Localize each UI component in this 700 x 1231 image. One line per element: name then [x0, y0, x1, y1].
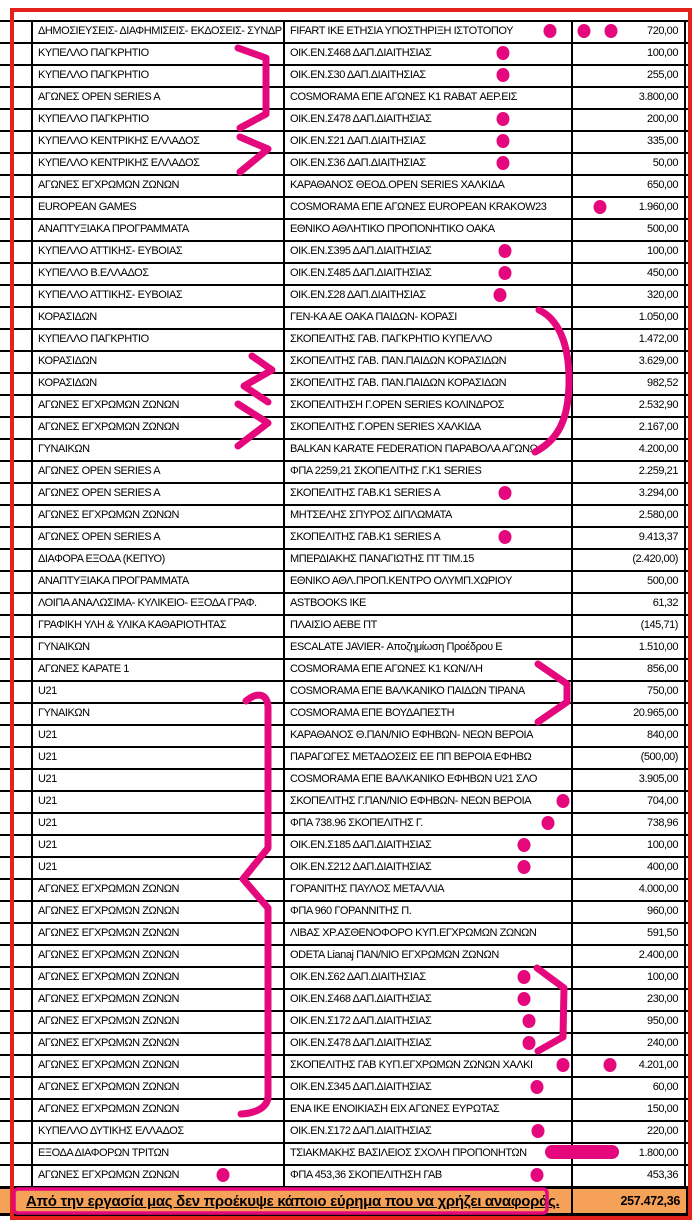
row-amount-cell: 9.413,37: [573, 528, 686, 548]
row-stub-cell: [0, 946, 33, 966]
row-description-cell: ΕΘΝΙΚΟ ΑΘΛΗΤΙΚΟ ΠΡΟΠΟΝΗΤΙΚΟ ΟΑΚΑ: [285, 220, 573, 240]
table-row: [0, 1056, 688, 1078]
row-category-cell: EUROPEAN GAMES: [33, 198, 285, 218]
row-description-cell: ΚΑΡΑΘΑΝΟΣ ΘΕΟΔ.OPEN SERIES ΧΑΛΚΙΔΑ: [285, 176, 573, 196]
row-amount-cell: 2.400,00: [573, 946, 686, 966]
row-stub-cell: [0, 1122, 33, 1142]
row-amount-cell: (2.420,00): [573, 550, 686, 570]
row-description-cell: ΟΙΚ.ΕΝ.Σ185 ΔΑΠ.ΔΙΑΙΤΗΣΙΑΣ: [285, 836, 573, 856]
row-description-cell: ΟΙΚ.ΕΝ.Σ30 ΔΑΠ.ΔΙΑΙΤΗΣΙΑΣ: [285, 66, 573, 86]
row-category-cell: ΑΓΩΝΕΣ OPEN SERIES A: [33, 462, 285, 482]
row-description-cell: ΟΙΚ.ΕΝ.Σ395 ΔΑΠ.ΔΙΑΙΤΗΣΙΑΣ: [285, 242, 573, 262]
row-category-cell: U21: [33, 836, 285, 856]
row-description-cell: COSMORAMA ΕΠΕ ΒΑΛΚΑΝΙΚΟ ΠΑΙΔΩΝ ΤΙΡΑΝΑ: [285, 682, 573, 702]
table-row: [0, 946, 688, 968]
row-description-cell: COSMORAMA ΕΠΕ ΒΑΛΚΑΝΙΚΟ ΕΦΗΒΩΝ U21 ΣΛΟ: [285, 770, 573, 790]
row-description-cell: ΟΙΚ.ΕΝ.Σ468 ΔΑΠ.ΔΙΑΙΤΗΣΙΑΣ: [285, 990, 573, 1010]
table-row: [0, 66, 688, 88]
row-category-cell: ΓΥΝΑΙΚΩΝ: [33, 440, 285, 460]
row-amount-cell: 4.201,00: [573, 1056, 686, 1076]
row-category-cell: ΑΓΩΝΕΣ ΚΑΡΑΤΕ 1: [33, 660, 285, 680]
row-stub-cell: [0, 770, 33, 790]
row-stub-cell: [0, 616, 33, 636]
row-amount-cell: 500,00: [573, 220, 686, 240]
row-stub-cell: [0, 22, 33, 42]
row-stub-cell: [0, 1034, 33, 1054]
row-category-cell: ΑΓΩΝΕΣ ΕΓΧΡΩΜΩΝ ΖΩΝΩΝ: [33, 506, 285, 526]
row-amount-cell: 2.259,21: [573, 462, 686, 482]
row-stub-cell: [0, 704, 33, 724]
table-row: [0, 440, 688, 462]
table-row: [0, 902, 688, 924]
row-description-cell: ΟΙΚ.ΕΝ.Σ36 ΔΑΠ.ΔΙΑΙΤΗΣΙΑΣ: [285, 154, 573, 174]
row-description-cell: ΛΙΒΑΣ ΧΡ.ΑΣΘΕΝΟΦΟΡΟ ΚΥΠ.ΕΓΧΡΩΜΩΝ ΖΩΝΩΝ: [285, 924, 573, 944]
row-category-cell: ΑΓΩΝΕΣ ΕΓΧΡΩΜΩΝ ΖΩΝΩΝ: [33, 418, 285, 438]
table-footer-row: [0, 1188, 688, 1216]
table-row: [0, 1100, 688, 1122]
row-stub-cell: [0, 968, 33, 988]
row-amount-cell: 230,00: [573, 990, 686, 1010]
row-stub-cell: [0, 748, 33, 768]
table-row: [0, 616, 688, 638]
row-category-cell: ΑΓΩΝΕΣ ΕΓΧΡΩΜΩΝ ΖΩΝΩΝ: [33, 946, 285, 966]
row-amount-cell: 4.200,00: [573, 440, 686, 460]
row-stub-cell: [0, 1012, 33, 1032]
row-amount-cell: 400,00: [573, 858, 686, 878]
row-category-cell: ΑΓΩΝΕΣ ΕΓΧΡΩΜΩΝ ΖΩΝΩΝ: [33, 880, 285, 900]
row-stub-cell: [0, 1144, 33, 1164]
row-description-cell: ΓΟΡΑΝΙΤΗΣ ΠΑΥΛΟΣ ΜΕΤΑΛΛΙΑ: [285, 880, 573, 900]
row-description-cell: ΟΙΚ.ΕΝ.Σ478 ΔΑΠ.ΔΙΑΙΤΗΣΙΑΣ: [285, 1034, 573, 1054]
row-category-cell: U21: [33, 858, 285, 878]
row-category-cell: U21: [33, 748, 285, 768]
row-amount-cell: 500,00: [573, 572, 686, 592]
table-row: [0, 550, 688, 572]
table-row: [0, 528, 688, 550]
row-amount-cell: 150,00: [573, 1100, 686, 1120]
row-stub-cell: [0, 66, 33, 86]
row-amount-cell: 450,00: [573, 264, 686, 284]
row-description-cell: COSMORAMA ΕΠΕ ΑΓΩΝΕΣ EUROPEAN KRAKOW23: [285, 198, 573, 218]
row-stub-cell: [0, 154, 33, 174]
row-description-cell: ΟΙΚ.ΕΝ.Σ212 ΔΑΠ.ΔΙΑΙΤΗΣΙΑΣ: [285, 858, 573, 878]
row-stub-cell: [0, 814, 33, 834]
row-amount-cell: 453,36: [573, 1166, 686, 1186]
row-amount-cell: 200,00: [573, 110, 686, 130]
row-amount-cell: 650,00: [573, 176, 686, 196]
table-row: [0, 660, 688, 682]
table-row: [0, 308, 688, 330]
row-stub-cell: [0, 220, 33, 240]
row-category-cell: U21: [33, 682, 285, 702]
row-description-cell: ΠΛΑΙΣΙΟ ΑΕΒΕ ΠΤ: [285, 616, 573, 636]
row-stub-cell: [0, 506, 33, 526]
row-stub-cell: [0, 880, 33, 900]
row-category-cell: ΕΞΟΔΑ ΔΙΑΦΟΡΩΝ ΤΡΙΤΩΝ: [33, 1144, 285, 1164]
row-description-cell: ΣΚΟΠΕΛΙΤΗΣΗ Γ.OPEN SERIES ΚΟΛΙΝΔΡΟΣ: [285, 396, 573, 416]
row-description-cell: ΟΙΚ.ΕΝ.Σ28 ΔΑΠ.ΔΙΑΙΤΗΣΙΑΣ: [285, 286, 573, 306]
table-row: [0, 638, 688, 660]
row-amount-cell: 950,00: [573, 1012, 686, 1032]
row-description-cell: ΣΚΟΠΕΛΙΤΗΣ ΓΑΒ. ΠΑΝ.ΠΑΙΔΩΝ ΚΟΡΑΣΙΔΩΝ: [285, 352, 573, 372]
row-amount-cell: 100,00: [573, 836, 686, 856]
row-amount-cell: 840,00: [573, 726, 686, 746]
row-amount-cell: 335,00: [573, 132, 686, 152]
row-amount-cell: 240,00: [573, 1034, 686, 1054]
row-category-cell: ΑΓΩΝΕΣ ΕΓΧΡΩΜΩΝ ΖΩΝΩΝ: [33, 902, 285, 922]
row-amount-cell: 50,00: [573, 154, 686, 174]
row-category-cell: ΑΓΩΝΕΣ OPEN SERIES A: [33, 484, 285, 504]
row-amount-cell: 960,00: [573, 902, 686, 922]
table-row: [0, 880, 688, 902]
table-row: [0, 44, 688, 66]
table-row: [0, 1012, 688, 1034]
row-stub-cell: [0, 110, 33, 130]
table-row: [0, 770, 688, 792]
table-row: [0, 748, 688, 770]
table-row: [0, 506, 688, 528]
row-category-cell: ΚΥΠΕΛΛΟ ΚΕΝΤΡΙΚΗΣ ΕΛΛΑΔΟΣ: [33, 154, 285, 174]
table-row: [0, 110, 688, 132]
table-row: [0, 88, 688, 110]
row-stub-cell: [0, 682, 33, 702]
row-category-cell: ΑΓΩΝΕΣ OPEN SERIES A: [33, 528, 285, 548]
row-amount-cell: 100,00: [573, 242, 686, 262]
table-row: [0, 176, 688, 198]
row-category-cell: ΑΓΩΝΕΣ ΕΓΧΡΩΜΩΝ ΖΩΝΩΝ: [33, 1056, 285, 1076]
row-amount-cell: 61,32: [573, 594, 686, 614]
row-stub-cell: [0, 176, 33, 196]
row-category-cell: ΔΗΜΟΣΙΕΥΣΕΙΣ- ΔΙΑΦΗΜΙΣΕΙΣ- ΕΚΔΟΣΕΙΣ- ΣΥΝΔΡ: [33, 22, 285, 42]
row-amount-cell: 591,50: [573, 924, 686, 944]
table-row: [0, 1166, 688, 1188]
row-description-cell: ΟΙΚ.ΕΝ.Σ345 ΔΑΠ.ΔΙΑΙΤΗΣΙΑΣ: [285, 1078, 573, 1098]
table-row: [0, 198, 688, 220]
row-amount-cell: 2.532,90: [573, 396, 686, 416]
row-stub-cell: [0, 286, 33, 306]
table-row: [0, 154, 688, 176]
table-row: [0, 220, 688, 242]
row-stub-cell: [0, 528, 33, 548]
table-row: [0, 264, 688, 286]
row-category-cell: ΚΥΠΕΛΛΟ ΠΑΓΚΡΗΤΙΟ: [33, 330, 285, 350]
row-category-cell: ΚΥΠΕΛΛΟ ΑΤΤΙΚΗΣ- ΕΥΒΟΙΑΣ: [33, 286, 285, 306]
row-stub-cell: [0, 1056, 33, 1076]
row-category-cell: ΑΓΩΝΕΣ OPEN SERIES A: [33, 88, 285, 108]
row-stub-cell: [0, 902, 33, 922]
row-stub-cell: [0, 484, 33, 504]
row-stub-cell: [0, 308, 33, 328]
row-stub-cell: [0, 418, 33, 438]
row-category-cell: ΑΓΩΝΕΣ ΕΓΧΡΩΜΩΝ ΖΩΝΩΝ: [33, 990, 285, 1010]
row-stub-cell: [0, 264, 33, 284]
row-description-cell: ΟΙΚ.ΕΝ.Σ172 ΔΑΠ.ΔΙΑΙΤΗΣΙΑΣ: [285, 1012, 573, 1032]
row-description-cell: FIFART IKE ΕΤΗΣΙΑ ΥΠΟΣΤΗΡΙΞΗ ΙΣΤΟΤΟΠΟΥ: [285, 22, 573, 42]
row-amount-cell: 100,00: [573, 968, 686, 988]
row-category-cell: ΑΓΩΝΕΣ ΕΓΧΡΩΜΩΝ ΖΩΝΩΝ: [33, 1034, 285, 1054]
row-amount-cell: 220,00: [573, 1122, 686, 1142]
row-description-cell: ΟΙΚ.ΕΝ.Σ21 ΔΑΠ.ΔΙΑΙΤΗΣΙΑΣ: [285, 132, 573, 152]
row-amount-cell: 320,00: [573, 286, 686, 306]
row-category-cell: ΓΡΑΦΙΚΗ ΥΛΗ & ΥΛΙΚΑ ΚΑΘΑΡΙΟΤΗΤΑΣ: [33, 616, 285, 636]
row-stub-cell: [0, 330, 33, 350]
row-stub-cell: [0, 198, 33, 218]
row-description-cell: ΕΝΑ ΙΚΕ ΕΝΟΙΚΙΑΣΗ ΕΙΧ ΑΓΩΝΕΣ ΕΥΡΩΤΑΣ: [285, 1100, 573, 1120]
row-stub-cell: [0, 1100, 33, 1120]
row-amount-cell: 2.167,00: [573, 418, 686, 438]
row-amount-cell: 60,00: [573, 1078, 686, 1098]
table-row: [0, 968, 688, 990]
row-description-cell: ΟΙΚ.ΕΝ.Σ62 ΔΑΠ.ΔΙΑΙΤΗΣΙΑΣ: [285, 968, 573, 988]
row-stub-cell: [0, 858, 33, 878]
row-category-cell: U21: [33, 814, 285, 834]
row-category-cell: ΑΓΩΝΕΣ ΕΓΧΡΩΜΩΝ ΖΩΝΩΝ: [33, 1100, 285, 1120]
row-description-cell: BALKAN KARATE FEDERATION ΠΑΡΑΒΟΛΑ ΑΓΩΝΩ: [285, 440, 573, 460]
table-row: [0, 682, 688, 704]
row-amount-cell: 20.965,00: [573, 704, 686, 724]
row-category-cell: ΓΥΝΑΙΚΩΝ: [33, 638, 285, 658]
table-row: [0, 704, 688, 726]
row-category-cell: ΚΟΡΑΣΙΔΩΝ: [33, 308, 285, 328]
row-amount-cell: 704,00: [573, 792, 686, 812]
row-category-cell: ΑΓΩΝΕΣ ΕΓΧΡΩΜΩΝ ΖΩΝΩΝ: [33, 396, 285, 416]
row-category-cell: ΑΓΩΝΕΣ ΕΓΧΡΩΜΩΝ ΖΩΝΩΝ: [33, 1012, 285, 1032]
row-stub-cell: [0, 396, 33, 416]
row-stub-cell: [0, 638, 33, 658]
row-category-cell: U21: [33, 726, 285, 746]
row-stub-cell: [0, 44, 33, 64]
row-amount-cell: 1.050,00: [573, 308, 686, 328]
row-category-cell: ΚΥΠΕΛΛΟ ΚΕΝΤΡΙΚΗΣ ΕΛΛΑΔΟΣ: [33, 132, 285, 152]
row-stub-cell: [0, 990, 33, 1010]
row-description-cell: ΚΑΡΑΘΑΝΟΣ Θ.ΠΑΝ/ΝΙΟ ΕΦΗΒΩΝ- ΝΕΩΝ ΒΕΡΟΙΑ: [285, 726, 573, 746]
row-category-cell: ΔΙΑΦΟΡΑ ΕΞΟΔΑ (ΚΕΠΥΟ): [33, 550, 285, 570]
row-description-cell: ODETA Lianaj ΠΑΝ/ΝΙΟ ΕΓΧΡΩΜΩΝ ΖΩΝΩΝ: [285, 946, 573, 966]
row-description-cell: ΦΠΑ 738.96 ΣΚΟΠΕΛΙΤΗΣ Γ.: [285, 814, 573, 834]
row-amount-cell: 3.800,00: [573, 88, 686, 108]
row-amount-cell: 3.294,00: [573, 484, 686, 504]
row-category-cell: ΑΓΩΝΕΣ ΕΓΧΡΩΜΩΝ ΖΩΝΩΝ: [33, 968, 285, 988]
row-amount-cell: 1.800,00: [573, 1144, 686, 1164]
row-description-cell: ESCALATE JAVIER- Αποζημίωση Προέδρου Ε: [285, 638, 573, 658]
table-row: [0, 792, 688, 814]
row-stub-cell: [0, 572, 33, 592]
total-amount: 257.472,36: [573, 1189, 688, 1213]
table-row: [0, 836, 688, 858]
row-amount-cell: (500,00): [573, 748, 686, 768]
row-stub-cell: [0, 352, 33, 372]
table-row: [0, 814, 688, 836]
row-category-cell: U21: [33, 792, 285, 812]
row-description-cell: ΦΠΑ 960 ΓΟΡΑΝΝΙΤΗΣ Π.: [285, 902, 573, 922]
table-row: [0, 330, 688, 352]
table-row: [0, 572, 688, 594]
table-row: [0, 990, 688, 1012]
row-description-cell: ΜΗΤΣΕΛΗΣ ΣΠΥΡΟΣ ΔΙΠΛΩΜΑΤΑ: [285, 506, 573, 526]
row-category-cell: ΛΟΙΠΑ ΑΝΑΛΩΣΙΜΑ- ΚΥΛΙΚΕΙΟ- ΕΞΟΔΑ ΓΡΑΦ.: [33, 594, 285, 614]
table-row: [0, 1144, 688, 1166]
row-stub-cell: [0, 594, 33, 614]
table-row: [0, 1078, 688, 1100]
table-row: [0, 286, 688, 308]
row-amount-cell: 750,00: [573, 682, 686, 702]
row-description-cell: ΣΚΟΠΕΛΙΤΗΣ ΓΑΒ. ΠΑΓΚΡΗΤΙΟ ΚΥΠΕΛΛΟ: [285, 330, 573, 350]
expense-table: [0, 20, 688, 1216]
row-stub-cell: [0, 242, 33, 262]
row-amount-cell: 3.629,00: [573, 352, 686, 372]
row-category-cell: ΑΝΑΠΤΥΞΙΑΚΑ ΠΡΟΓΡΑΜΜΑΤΑ: [33, 572, 285, 592]
table-row: [0, 418, 688, 440]
table-row: [0, 594, 688, 616]
row-stub-cell: [0, 88, 33, 108]
row-amount-cell: 982,52: [573, 374, 686, 394]
table-row: [0, 726, 688, 748]
row-description-cell: ΟΙΚ.ΕΝ.Σ485 ΔΑΠ.ΔΙΑΙΤΗΣΙΑΣ: [285, 264, 573, 284]
table-row: [0, 484, 688, 506]
row-category-cell: ΚΥΠΕΛΛΟ Β.ΕΛΛΑΔΟΣ: [33, 264, 285, 284]
row-description-cell: ΦΠΑ 453,36 ΣΚΟΠΕΛΙΤΗΣΗ ΓΑΒ: [285, 1166, 573, 1186]
row-description-cell: ΠΑΡΑΓΩΓΕΣ ΜΕΤΑΔΟΣΕΙΣ ΕΕ ΠΠ ΒΕΡΟΙΑ ΕΦΗΒΩ: [285, 748, 573, 768]
row-stub-cell: [0, 726, 33, 746]
row-description-cell: ΣΚΟΠΕΛΙΤΗΣ ΓΑΒ ΚΥΠ.ΕΓΧΡΩΜΩΝ ΖΩΝΩΝ ΧΑΛΚΙ: [285, 1056, 573, 1076]
row-category-cell: U21: [33, 770, 285, 790]
table-row: [0, 242, 688, 264]
row-description-cell: ΕΘΝΙΚΟ ΑΘΛ.ΠΡΟΠ.ΚΕΝΤΡΟ ΟΛΥΜΠ.ΧΩΡΙΟΥ: [285, 572, 573, 592]
row-description-cell: ASTBOOKS IKE: [285, 594, 573, 614]
row-amount-cell: 720,00: [573, 22, 686, 42]
row-amount-cell: 2.580,00: [573, 506, 686, 526]
table-row: [0, 462, 688, 484]
row-description-cell: COSMORAMA ΕΠΕ ΑΓΩΝΕΣ Κ1 RABAT ΑΕΡ.ΕΙΣ: [285, 88, 573, 108]
row-description-cell: ΣΚΟΠΕΛΙΤΗΣ Γ.OPEN SERIES ΧΑΛΚΙΔΑ: [285, 418, 573, 438]
row-stub-cell: [0, 836, 33, 856]
row-amount-cell: 738,96: [573, 814, 686, 834]
row-amount-cell: 3.905,00: [573, 770, 686, 790]
row-description-cell: ΦΠΑ 2259,21 ΣΚΟΠΕΛΙΤΗΣ Γ.Κ1 SERIES: [285, 462, 573, 482]
row-description-cell: COSMORAMA ΕΠΕ ΒΟΥΔΑΠΕΣΤΗ: [285, 704, 573, 724]
row-stub-cell: [0, 550, 33, 570]
row-category-cell: ΚΟΡΑΣΙΔΩΝ: [33, 352, 285, 372]
row-amount-cell: 1.960,00: [573, 198, 686, 218]
row-description-cell: ΟΙΚ.ΕΝ.Σ478 ΔΑΠ.ΔΙΑΙΤΗΣΙΑΣ: [285, 110, 573, 130]
row-amount-cell: 100,00: [573, 44, 686, 64]
row-description-cell: ΣΚΟΠΕΛΙΤΗΣ ΓΑΒ. ΠΑΝ.ΠΑΙΔΩΝ ΚΟΡΑΣΙΔΩΝ: [285, 374, 573, 394]
row-stub-cell: [0, 1078, 33, 1098]
row-category-cell: ΚΥΠΕΛΛΟ ΠΑΓΚΡΗΤΙΟ: [33, 110, 285, 130]
table-row: [0, 1034, 688, 1056]
row-category-cell: ΚΥΠΕΛΛΟ ΔΥΤΙΚΗΣ ΕΛΛΑΔΟΣ: [33, 1122, 285, 1142]
row-amount-cell: 1.510,00: [573, 638, 686, 658]
row-stub-cell: [0, 374, 33, 394]
row-description-cell: ΜΠΕΡΔΙΑΚΗΣ ΠΑΝΑΓΙΩΤΗΣ ΠΤ ΤΙΜ.15: [285, 550, 573, 570]
row-stub-cell: [0, 440, 33, 460]
row-stub-cell: [0, 924, 33, 944]
row-description-cell: ΣΚΟΠΕΛΙΤΗΣ ΓΑΒ.Κ1 SERIES A: [285, 484, 573, 504]
row-amount-cell: 255,00: [573, 66, 686, 86]
row-category-cell: ΑΓΩΝΕΣ ΕΓΧΡΩΜΩΝ ΖΩΝΩΝ: [33, 1166, 285, 1186]
row-description-cell: ΟΙΚ.ΕΝ.Σ172 ΔΑΠ.ΔΙΑΙΤΗΣΙΑΣ: [285, 1122, 573, 1142]
row-category-cell: ΑΓΩΝΕΣ ΕΓΧΡΩΜΩΝ ΖΩΝΩΝ: [33, 924, 285, 944]
row-description-cell: ΣΚΟΠΕΛΙΤΗΣ ΓΑΒ.Κ1 SERIES A: [285, 528, 573, 548]
row-stub-cell: [0, 462, 33, 482]
row-category-cell: ΑΓΩΝΕΣ ΕΓΧΡΩΜΩΝ ΖΩΝΩΝ: [33, 1078, 285, 1098]
audit-conclusion-note: [0, 1189, 573, 1213]
row-amount-cell: 4.000,00: [573, 880, 686, 900]
row-description-cell: ΤΣΙΑΚΜΑΚΗΣ ΒΑΣΙΛΕΙΟΣ ΣΧΟΛΗ ΠΡΟΠΟΝΗΤΩΝ: [285, 1144, 573, 1164]
row-amount-cell: (145,71): [573, 616, 686, 636]
row-category-cell: ΑΓΩΝΕΣ ΕΓΧΡΩΜΩΝ ΖΩΝΩΝ: [33, 176, 285, 196]
row-category-cell: ΚΥΠΕΛΛΟ ΠΑΓΚΡΗΤΙΟ: [33, 44, 285, 64]
row-category-cell: ΚΟΡΑΣΙΔΩΝ: [33, 374, 285, 394]
table-row: [0, 858, 688, 880]
table-row: [0, 132, 688, 154]
row-stub-cell: [0, 132, 33, 152]
audit-conclusion-text: Από την εργασία μας δεν προέκυψε κάποιο εύρημα που να χρήζει αναφοράς.: [26, 1193, 560, 1210]
table-row: [0, 352, 688, 374]
row-amount-cell: 856,00: [573, 660, 686, 680]
row-description-cell: ΣΚΟΠΕΛΙΤΗΣ Γ.ΠΑΝ/ΝΙΟ ΕΦΗΒΩΝ- ΝΕΩΝ ΒΕΡΟΙΑ: [285, 792, 573, 812]
expense-table-rows: [0, 22, 688, 1188]
row-description-cell: ΓΕΝ-ΚΑ ΑΕ ΟΑΚΑ ΠΑΙΔΩΝ- ΚΟΡΑΣΙ: [285, 308, 573, 328]
table-row: [0, 1122, 688, 1144]
row-stub-cell: [0, 1166, 33, 1186]
table-row: [0, 22, 688, 44]
row-stub-cell: [0, 792, 33, 812]
row-category-cell: ΚΥΠΕΛΛΟ ΠΑΓΚΡΗΤΙΟ: [33, 66, 285, 86]
row-category-cell: ΑΝΑΠΤΥΞΙΑΚΑ ΠΡΟΓΡΑΜΜΑΤΑ: [33, 220, 285, 240]
row-description-cell: ΟΙΚ.ΕΝ.Σ468 ΔΑΠ.ΔΙΑΙΤΗΣΙΑΣ: [285, 44, 573, 64]
table-row: [0, 924, 688, 946]
table-row: [0, 374, 688, 396]
row-stub-cell: [0, 660, 33, 680]
row-category-cell: ΚΥΠΕΛΛΟ ΑΤΤΙΚΗΣ- ΕΥΒΟΙΑΣ: [33, 242, 285, 262]
row-amount-cell: 1.472,00: [573, 330, 686, 350]
table-row: [0, 396, 688, 418]
row-description-cell: COSMORAMA ΕΠΕ ΑΓΩΝΕΣ Κ1 ΚΩΝ/ΛΗ: [285, 660, 573, 680]
row-category-cell: ΓΥΝΑΙΚΩΝ: [33, 704, 285, 724]
